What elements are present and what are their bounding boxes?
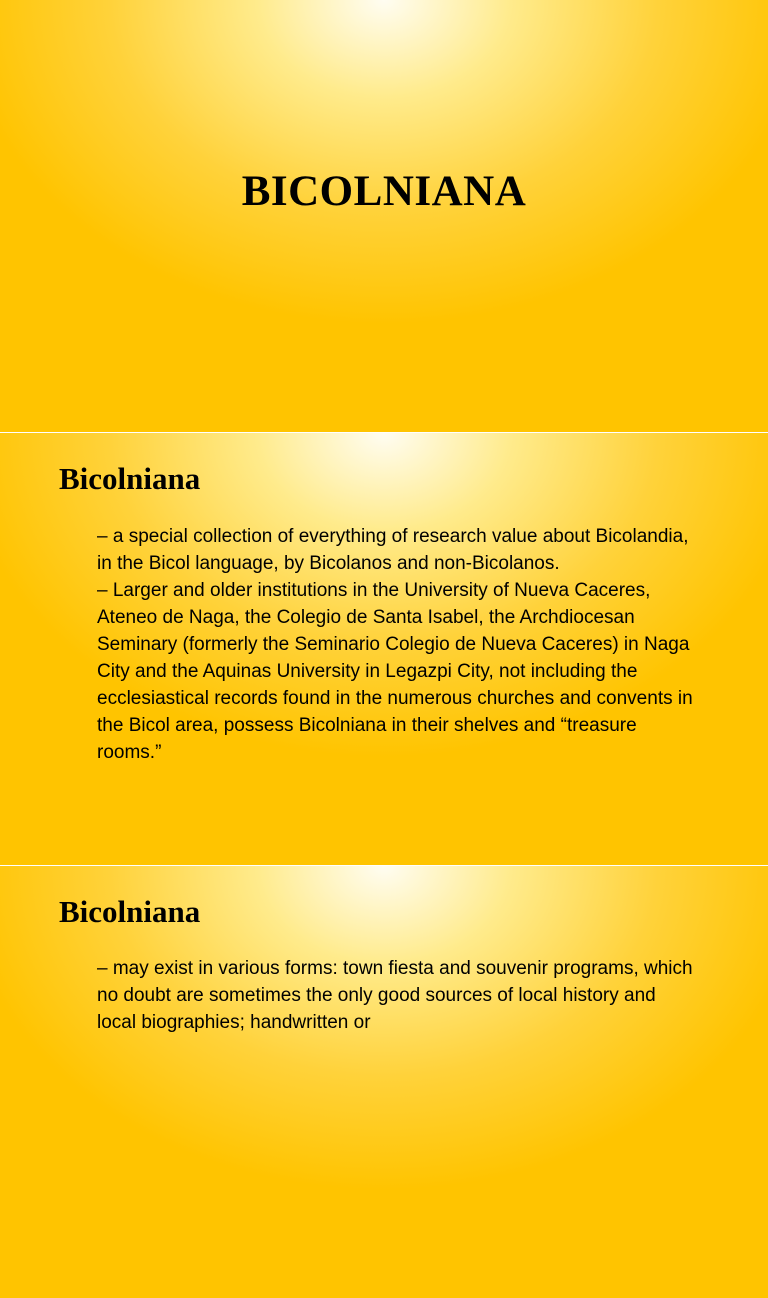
title-slide xyxy=(0,0,768,432)
slide-heading: Bicolniana xyxy=(59,894,201,929)
body-paragraph: – Larger and older institutions in the University of Nueva Caceres, Ateneo de Naga, the Colegio de Santa Isabel, the Archdiocesan Seminary (formerly the Seminario Colegio de Nueva Caceres) in Naga City and the Aquinas University in Legazpi City, not including the ecclesiastical records found in the numerous churches and convents in the Bicol area, possess Bicolniana in their shelves and “treasure rooms.” xyxy=(97,580,693,763)
content-slide xyxy=(0,866,768,1298)
body-paragraph: – may exist in various forms: town fiesta and souvenir programs, which no doubt are sometimes the only good sources of local history and local biographies; handwritten or xyxy=(97,958,693,1033)
content-slide xyxy=(0,433,768,865)
slide-body xyxy=(97,523,697,766)
slide-heading: Bicolniana xyxy=(59,461,201,496)
body-paragraph: – a special collection of everything of research value about Bicolandia, in the Bicol language, by Bicolanos and non-Bicolanos. xyxy=(97,526,689,574)
slide-title: BICOLNIANA xyxy=(241,168,527,215)
